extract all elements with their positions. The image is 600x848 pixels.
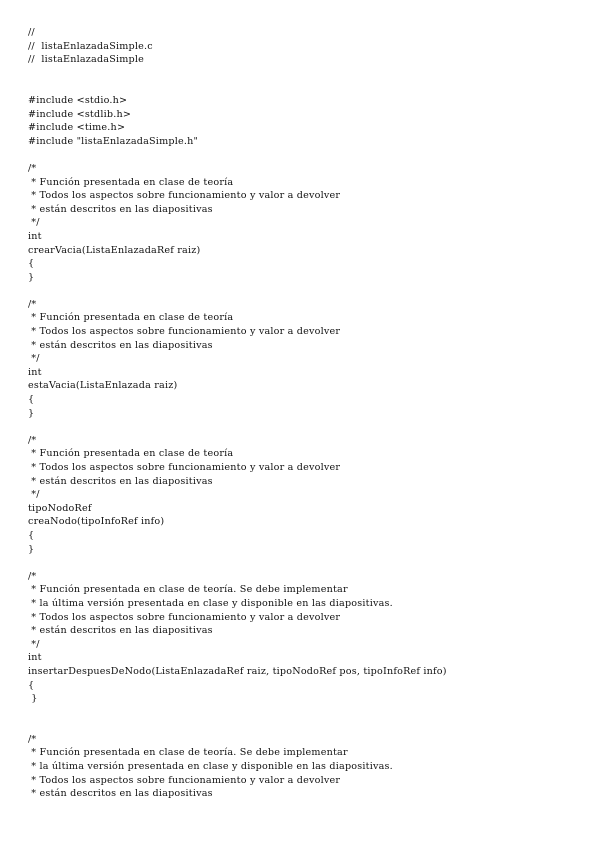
code-line: /* <box>28 162 37 174</box>
code-line: int <box>28 230 42 242</box>
code-line: { <box>28 679 35 691</box>
code-line: * Función presentada en clase de teoría. Se debe implementar <box>28 747 348 759</box>
code-line <box>28 67 447 81</box>
code-line: tipoNodoRef <box>28 502 92 514</box>
code-line: * Función presentada en clase de teoría <box>28 176 234 188</box>
code-line: * Todos los aspectos sobre funcionamiento y valor a devolver <box>28 611 341 623</box>
code-line: * Función presentada en clase de teoría <box>28 312 234 324</box>
code-line: * la última versión presentada en clase y disponible en las diapositivas. <box>28 761 393 773</box>
code-line: #include <stdio.h> <box>28 94 128 106</box>
code-line: { <box>28 394 35 406</box>
code-line: * la última versión presentada en clase y disponible en las diapositivas. <box>28 597 393 609</box>
code-line: * están descritos en las diapositivas <box>28 625 213 637</box>
code-line: /* <box>28 733 37 745</box>
code-line: creaNodo(tipoInfoRef info) <box>28 516 165 528</box>
code-line: * Todos los aspectos sobre funcionamiento y valor a devolver <box>28 774 341 786</box>
code-line <box>28 556 447 570</box>
code-line: * Todos los aspectos sobre funcionamiento y valor a devolver <box>28 462 341 473</box>
code-line: insertarDespuesDeNodo(ListaEnlazadaRef raiz, tipoNodoRef pos, tipoInfoRef info) <box>28 665 447 677</box>
code-line: } <box>28 543 35 555</box>
code-line: * Todos los aspectos sobre funcionamiento y valor a devolver <box>28 190 341 202</box>
code-line: */ <box>28 217 40 229</box>
code-line: // listaEnlazadaSimple.c <box>28 40 153 52</box>
code-line <box>28 80 447 94</box>
code-line: /* <box>28 298 37 310</box>
code-line: crearVacia(ListaEnlazadaRef raiz) <box>28 244 201 256</box>
code-line: * Función presentada en clase de teoría. Se debe implementar <box>28 584 348 596</box>
code-line: // <box>28 27 35 38</box>
code-line: /* <box>28 434 37 446</box>
code-line: * Función presentada en clase de teoría <box>28 448 234 460</box>
code-line: * están descritos en las diapositivas <box>28 203 213 215</box>
code-line: */ <box>28 638 40 650</box>
code-line: } <box>28 407 35 419</box>
code-line: * Todos los aspectos sobre funcionamiento y valor a devolver <box>28 326 341 338</box>
code-line: * están descritos en las diapositivas <box>28 475 213 487</box>
code-line: } <box>28 693 38 705</box>
code-line: * están descritos en las diapositivas <box>28 788 213 800</box>
code-line: } <box>28 271 35 283</box>
code-line <box>28 284 447 298</box>
code-line: { <box>28 529 35 541</box>
code-line: #include <stdlib.h> <box>28 108 132 120</box>
code-line <box>28 420 447 434</box>
source-code-listing <box>28 26 447 801</box>
code-line: * están descritos en las diapositivas <box>28 339 213 351</box>
code-line <box>28 719 447 733</box>
code-line <box>28 148 447 162</box>
code-line: #include <time.h> <box>28 122 126 134</box>
code-line: */ <box>28 489 40 501</box>
code-line: { <box>28 258 35 270</box>
code-line: int <box>28 366 42 378</box>
code-line: /* <box>28 570 37 582</box>
code-line: #include "listaEnlazadaSimple.h" <box>28 135 199 147</box>
code-line: */ <box>28 353 40 365</box>
code-line: // listaEnlazadaSimple <box>28 54 145 66</box>
code-line: int <box>28 652 42 664</box>
code-line: estaVacia(ListaEnlazada raiz) <box>28 380 178 392</box>
code-line <box>28 706 447 720</box>
